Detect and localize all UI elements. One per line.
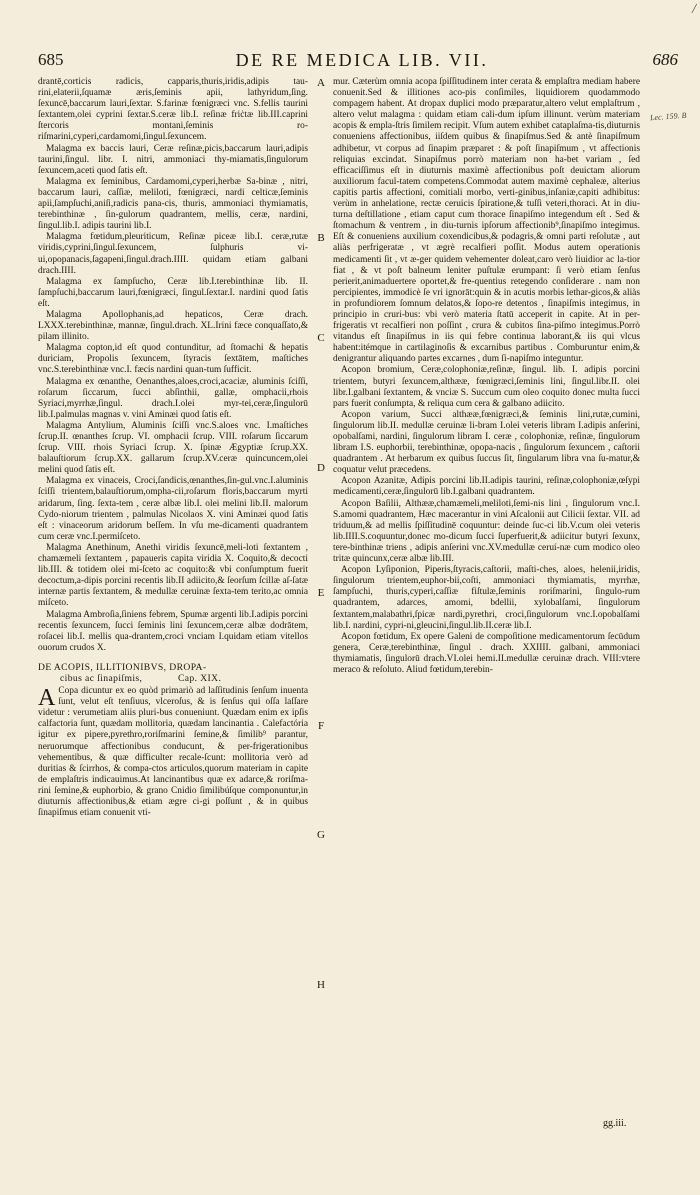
paragraph: Malagma ex œnanthe, Oenanthes,aloes,croci,acaciæ, aluminis ſciſſi, roſarum ſiccarum, ſucci abſinthii, gallæ, omphacii,rhois Syriaci,myrrhæ,ſingul. drach.I.olei myr-tei,ceræ,ſingulorū lib.I.palmulas magnas v. vini Aminæi quod ſatis eſt. xyxy=(38,376,308,420)
paragraph: Malagma fœtidum,pleuriticum, Reſinæ piceæ lib.I. ceræ,rutæ viridis,cyprini,ſingul.ſexuncem, ſulphuris vi-ui,opopanacis,ſagapeni,ſingul.drach.IIII. quidam etiam galbani drach.IIII. xyxy=(38,232,308,276)
paragraph: Malagma Ambroſia,ſiniens febrem, Spumæ argenti lib.I.adipis porcini recentis ſexuncem, ſucci ſeminis lini ſexuncem,ceræ albæ dodrātem, roſacei lib.I. mellis qua-drantem,croci vnciam I.quidam etiam vitellos ouorum crudos X. xyxy=(38,609,308,653)
paragraph: Acopon Lyſiponion, Piperis,ſtyracis,caſtorii, maſti-ches, aloes, helenii,iridis, ſingulorum trientem,euphor-bii,coſti, ammoniaci thymiamatis, myrrhæ, ſampſuchi, thuris,cyperi,caſſiæ fiſtulæ,ſeminis roriſmarini, ſingulo-rum quadrantem, adarces, amomi, bdellii, xylobalſami, ſingulorum ſextantem,malabathri,ſpicæ nardi,pyrethri, croci,ſingulorum vnc.I.opobalſami lib.I. nardini, cypri-ni,gleucini,ſingul.lib.II.ceræ lib.I. xyxy=(333,565,640,631)
chapter-number: Cap. XIX. xyxy=(177,672,222,684)
section-letter: F xyxy=(317,720,325,732)
paragraph: Malagma copton,id eſt quod contunditur, ad ſtomachi & hepatis duriciam, Propolis ſexuncem, ſtyracis ſextātem, maſtiches vnc.S.terebinthinæ vnc.I. fæcis nardini quan-tum ſufficit. xyxy=(38,343,308,376)
chapter-title: DE ACOPIS, ILLITIONIBVS, DROPA- xyxy=(38,661,207,673)
section-letters xyxy=(313,77,329,1137)
paragraph: Malagma Apollophanis,ad hepaticos, Ceræ drach. LXXX.terebinthinæ, mannæ, ſingul.drach. XL.Irini fæce conquaſſato,& pilam illinito. xyxy=(38,309,308,343)
signature-mark: gg.iii. xyxy=(603,1118,627,1129)
paragraph: Acopon varium, Succi althææ,fœnigræci,& ſeminis lini,rutæ,cumini, ſingulorum lib.II. medullæ ceruinæ li-bram I.olei veteris libram I.adipis anſerini, opobalſami, nardini, ſingulorum libram I. ceræ , colophoniæ, reſinæ, ſingulorum libram I.S. euphorbii, terebinthinæ, opopa-nacis , ſingulorum ſexuncem , caſtorii quadrantem . At herbarum ex quibus ſuccus ſit, ſingularum libra vna ſu-matur,& coquatur velut præcedens. xyxy=(333,409,640,476)
paragraph: Malagma Antylium, Aluminis ſciſſi vnc.S.aloes vnc. I.maſtiches ſcrup.II. œnanthes ſcrup. VI. omphacii ſcrup. VIII. roſarum ſiccarum ſcrup. VIII. rhois Syriaci ſcrup. X. ſpinæ Ægyptiæ ſcrup.XX. balauſtiorum ſcrup.XX. gallarum ſcrup.XV.ceræ quincuncem,olei melini quod ſatis eſt. xyxy=(38,420,308,476)
paragraph: mur. Cæterùm omnia acopa ſpiſſitudinem inter cerata & emplaſtra mediam habere conuenit.Sed & illitiones aco-pis conſimiles, liquidiorem quodammodo compagem habent. At dropax duplici modo præparatur,altero velut emplaſtrum , altero velut malagma : quidam etiam cali-dum ipſum illinunt. verùm materiam acopis & empla-ſtris ſimilem recipit. Vſum autem exhibet cataplaſma-tis,diuturnis conueniens affectionibus, iiſdem quibus & ſinapiſmus.Sed & antè ſinapiſmum adhibetur, vt corpus ad ſinapim præparet : & poſt ſinapiſmum , vt affectionis reliquias excindat. Sinapiſmus porrò materiam non ha-bet variam , ſed efficaciſſimus eſt in diuturnis maximè affectionibus poſt deuictam aliorum auxiliorum facul-tatem competens.Commodat autem maximè cephaleæ, alterius capitis partis affectioni, comitiali morbo, verti-ginibus,inſaniæ,capiti adhibitus: verùm in anhelatione, rectæ ceruicis ſpiratione,& tuſſi veteri,thoraci. At in diu-turna deſtillatione , etiam caput cum thorace ſinapiſmo integendum eſt . Sed & ſtomachum & ventrem , in diu-turnis ipſorum affectionib⁹,ſinapiſmo integimus. Eſt & conueniens auxilium coxendicibus,& podagris,& omni parti reſolutæ , aut aliàs perfrigeratæ , vt ægrè recalfieri poſſit. Modus autem operationis medicamenti ſit , vt æ-ger quidem vehementer doleat,caro verò liuidior ac la-tior fiat , & vt poſt balneum leniter puſtulæ erumpant: ſi verò etiam ſenſus perierit,animaduertere oportet,& fre-quentius retegendo conſiderare . nam non percipientes, immodicè ſe vri ignorāt:quin & in acutis morbis lethar-gicos,& aliàs in profundiorem ſomnum delatos,& ſopo-re detentos , ſinapiſmis integimus, in principio in cruri-bus: vbi verò materia ſtatū acceperit in capite. At in per-frigeratis vt recalfieri non poſſint , crura & cubitos ſina-piſmo integimus.Porrò vitandus eſt ſinapiſmus in iis qui febre continua laborant,& iis qui vlcus habent:itémque in cartilaginoſis & excarnibus partibus . Comburuntur enim,& denigrantur aliquando partes excarnes , dum ſi-napiſmo integuntur. xyxy=(333,77,640,365)
chapter-subtitle: cibus ac ſinapiſmis, xyxy=(60,672,143,684)
page-number-right: 686 xyxy=(652,50,678,69)
paragraph: Malagma ex baccis lauri, Ceræ reſinæ,picis,baccarum lauri,adipis taurini,ſingul. libr. I. nitri, ammoniaci thy-miamatis,ſingulorum ſexuncem,aceti quod ſatis eſt. xyxy=(38,143,308,176)
paragraph: Malagma ex ſampſucho, Ceræ lib.I.terebinthinæ lib. II. ſampſuchi,baccarum lauri,fœnigræci, ſingul.ſextar.I. nardini quod ſatis eſt. xyxy=(38,276,308,309)
running-header xyxy=(38,50,686,72)
paragraph: Acopon Azanitæ, Adipis porcini lib.II.adipis taurini, reſinæ,colophoniæ,œſypi medicamenti,ceræ,ſingulorū lib.I.galbani quadrantem. xyxy=(333,476,640,498)
section-letter: C xyxy=(317,332,325,344)
left-column xyxy=(38,77,308,819)
chapter-heading xyxy=(38,662,308,684)
corner-mark: / xyxy=(692,2,696,17)
paragraph: Acopon bromium, Ceræ,colophoniæ,reſinæ, ſingul. lib. I. adipis porcini trientem, butyri ſexuncem,althææ, fœnigræci,ſeminis lini, ſingul.libr.II. olei libr.I.galbani ſextantem, & vnciæ S. Succum cum oleo coquito donec multa ſucci pars fuerit conſumpta, & reliqua cum cera & galbano adiicito. xyxy=(333,365,640,409)
section-letter: G xyxy=(317,829,325,841)
section-letter: B xyxy=(317,232,325,244)
right-column xyxy=(333,77,640,676)
section-letter: A xyxy=(317,77,325,89)
section-letter: H xyxy=(317,979,325,991)
section-letter: E xyxy=(317,587,325,599)
paragraph: Malagma Anethinum, Anethi viridis ſexuncē,meli-loti ſextantem , chamæmeli ſextantem , papaueris capita viridia X. Coquito,& decocti lib.III. & totidem olei mi-ſceto ac coquito:& vbi conſumptum fuerit decoctum,a-dipis porcini recentis lib.II adiicito,& ſeorſum ſcillæ aſ-ſatæ internæ partis ſextantem, & medullæ ceruinæ ſexta-tem terito,ac omnia miſceto. xyxy=(38,542,308,609)
paragraph: Malagma ex vinaceis, Croci,ſandicis,œnanthes,ſin-gul.vnc.I.aluminis ſciſſi trientem,balauſtiorum,ompha-cii,roſarum floris,baccarum myrti aridarum, ſing. ſexta-tem , ceræ albæ lib.I. olei melini lib.II. malorum Cydo-niorum trientem , palmulas Nicolaos X. vini Aminæi quod ſatis eſt : vinaceorum aridorum beſſem. In vſu me-dicamenti quadrantem cum ceræ vnc.I.permiſceto. xyxy=(38,476,308,542)
chapter-paragraph: ACopa dicuntur ex eo quòd primariò ad laſſitudinis ſenſum inuenta ſunt, velut eſt tenſiuus, vlceroſus, & is ſenſus qui oſſa laſſare videtur : verumetiam aliis pluri-bus conueniunt. Quædam enim ex ipſis calfactoria ſunt, quædam mollitoria, quædam lancinantia . Calefactória igitur ex pipere,pyrethro,roriſmarini ſemine,& ſimilib⁹ parantur, neruorumque affectionibus conducunt, & per-frigerationibus vehementibus, & quæ difficulter recale-ſcunt: mollitoria verò ad duritias & ſcirrhos, & compa-ctos articulos,quorum materiam in capite de emplaſtris indicauimus.At lancinantibus quæ ex adarce,& roriſma-rini ſemine,& euphorbio, & grano Cnidio ſimilibúſque componuntur,in diuturnis affectionibus,& etiam ægre ci-gi poſſunt , & in quibus ſinapiſmus etiam conuenit vti- xyxy=(38,685,308,819)
paragraph: drantē,corticis radicis, capparis,thuris,iridis,adipis tau-rini,elaterii,ſquamæ æris,ſeminis apii, lathyridum,ſing. ſexuncē,baccarum lauri,ſextar. S.farinæ fœnigræci vnc. S.fellis taurini ſextantem,olei cyprini ſextar.S.ceræ lib.I. reſinæ friċtæ lib.III.caprini ſtercoris montani,ſeminis ro-riſmarini,cyperi,cardamomi,ſingul.ſexuncem. xyxy=(38,77,308,143)
handwritten-margin-note: Lec. 159. B xyxy=(649,110,687,123)
running-title: DE RE MEDICA LIB. VII. xyxy=(235,50,489,70)
paragraph: Acopon Baſilii, Althææ,chamæmeli,meliloti,ſemi-nis lini , ſingulorum vnc.I. S.amomi quadrantem, Hæc macerantur in vini Aſcalonii aut Cilicii ſextar. VII. ad triduum,& ad mellis ſpiſſitudinē coquuntur: deinde ſuc-ci lib.V.cum olei veteris lib.IIII.S.coquuntur,donec mo-dicum ſucci ſuperfuerit,& adiicitur butyri ſexunx, tere-binthinæ triens , adipis anſerini vnc.XV.medullæ ceruí-næ cum modico oleo tritæ quincunx,ceræ albæ lib.III. xyxy=(333,498,640,565)
page-number-left: 685 xyxy=(38,50,64,69)
section-letter: D xyxy=(317,462,325,474)
paragraph: Acopon fœtidum, Ex opere Galeni de compoſitione medicamentorum ſecūdum genera, Ceræ,terebinthinæ, ſingul . drach. XXIIII. galbani, ammoniaci thymiamatis, ſingulorū drach.VI.olei hemi.II.medullæ ceruinæ drach. VIII:vtere meraco & reſoluto. Aliud fœtidum,terebin- xyxy=(333,631,640,675)
paragraph: Malagma ex ſeminibus, Cardamomi,cyperi,herbæ Sa-binæ , nitri, baccarum lauri, caſſiæ, meliloti, fœnigræci, nardi celticæ,ſeminis apii,ſampſuchi,aniſi,radicis pana-cis, thuris, ammoniaci thymiamatis, terebinthinæ , ſin-gulorum quadrantem, mellis, ceræ, nardini, ſingul.lib.I. adipis taurini lib.I. xyxy=(38,176,308,232)
chapter-title-line2 xyxy=(38,673,308,684)
